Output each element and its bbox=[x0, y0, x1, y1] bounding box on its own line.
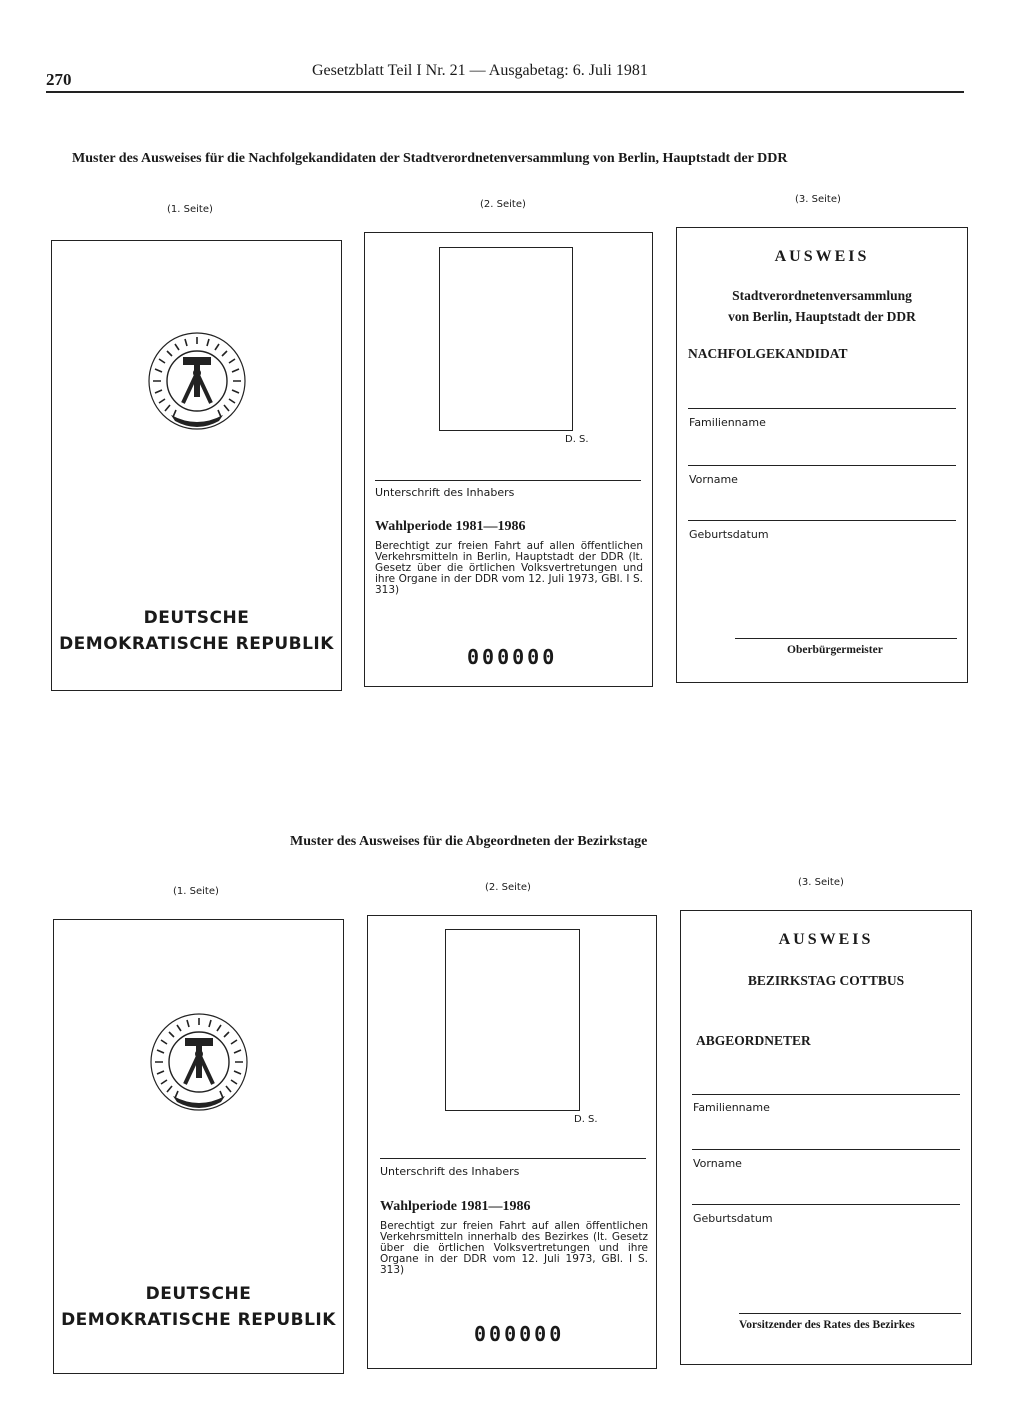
ddr-coat-of-arms-icon bbox=[147, 1010, 251, 1114]
berechtigt-text: Berechtigt zur freien Fahrt auf allen öffentlichen Verkehrsmitteln in Berlin, Hauptstadt der DDR (lt. Gesetz über die örtlichen Volksvertretungen und ihre Organe in der DDR vom 12. Juli 1973, GBl. I S. 313) bbox=[375, 540, 643, 596]
running-head: Gesetzblatt Teil I Nr. 21 — Ausgabetag: 6. Juli 1981 bbox=[312, 62, 648, 79]
familienname-label: Familienname bbox=[693, 1101, 770, 1114]
vorname-line bbox=[692, 1149, 960, 1150]
stamp-label: D. S. bbox=[574, 1114, 598, 1125]
role-label: ABGEORDNETER bbox=[696, 1033, 811, 1048]
wahlperiode: Wahlperiode 1981—1986 bbox=[380, 1199, 531, 1214]
page-number: 270 bbox=[46, 70, 72, 89]
vorname-line bbox=[688, 465, 956, 466]
section2-page1-label: (1. Seite) bbox=[173, 886, 219, 897]
geburtsdatum-label: Geburtsdatum bbox=[689, 528, 769, 541]
card-number: 000000 bbox=[474, 1322, 565, 1346]
berechtigt-text: Berechtigt zur freien Fahrt auf allen öffentlichen Verkehrsmitteln innerhalb des Bezirkes (lt. Gesetz über die örtlichen Volksvertretungen und ihre Organe in der DDR vom 12. Juli 1973, GBl. I S. 313) bbox=[380, 1220, 648, 1276]
familienname-label: Familienname bbox=[689, 416, 766, 429]
cover-line-1: DEUTSCHE bbox=[145, 1284, 252, 1304]
cover-line-1: DEUTSCHE bbox=[143, 608, 250, 628]
vorname-label: Vorname bbox=[689, 473, 738, 486]
stamp-label: D. S. bbox=[565, 434, 589, 445]
familienname-line bbox=[692, 1094, 960, 1095]
body-line-1: Stadtverordnetenversammlung bbox=[732, 288, 912, 303]
section2-cover-card bbox=[53, 919, 344, 1374]
wahlperiode: Wahlperiode 1981—1986 bbox=[375, 519, 526, 534]
section1-form-card bbox=[676, 227, 968, 683]
signer-line bbox=[739, 1313, 961, 1314]
section1-page1-label: (1. Seite) bbox=[167, 204, 213, 215]
cover-line-2: DEMOKRATISCHE REPUBLIK bbox=[59, 634, 334, 654]
header-rule bbox=[46, 91, 964, 93]
section1-page3-label: (3. Seite) bbox=[795, 194, 841, 205]
geburtsdatum-line bbox=[688, 520, 956, 521]
section1-cover-card bbox=[51, 240, 342, 691]
signature-line bbox=[375, 480, 641, 481]
signature-line bbox=[380, 1158, 646, 1159]
ausweis-heading: AUSWEIS bbox=[778, 931, 874, 948]
section2-page3-label: (3. Seite) bbox=[798, 877, 844, 888]
signature-label: Unterschrift des Inhabers bbox=[375, 486, 515, 499]
section2-page2-label: (2. Seite) bbox=[485, 882, 531, 893]
section1-title: Muster des Ausweises für die Nachfolgekandidaten der Stadtverordnetenversammlung von Berlin, Hauptstadt der DDR bbox=[72, 151, 788, 166]
geburtsdatum-line bbox=[692, 1204, 960, 1205]
role-label: NACHFOLGEKANDIDAT bbox=[688, 346, 848, 361]
photo-box bbox=[445, 929, 580, 1111]
signer-label: Oberbürgermeister bbox=[787, 644, 883, 656]
section2-form-card bbox=[680, 910, 972, 1365]
cover-line-2: DEMOKRATISCHE REPUBLIK bbox=[61, 1310, 336, 1330]
body-line-1: BEZIRKSTAG COTTBUS bbox=[747, 973, 905, 988]
ausweis-heading: AUSWEIS bbox=[774, 248, 870, 265]
ddr-coat-of-arms-icon bbox=[145, 329, 249, 433]
card-number: 000000 bbox=[467, 645, 558, 669]
vorname-label: Vorname bbox=[693, 1157, 742, 1170]
section1-inner-card bbox=[364, 232, 653, 687]
geburtsdatum-label: Geburtsdatum bbox=[693, 1212, 773, 1225]
section1-page2-label: (2. Seite) bbox=[480, 199, 526, 210]
signature-label: Unterschrift des Inhabers bbox=[380, 1165, 520, 1178]
body-line-2: von Berlin, Hauptstadt der DDR bbox=[728, 309, 916, 324]
familienname-line bbox=[688, 408, 956, 409]
photo-box bbox=[439, 247, 573, 431]
signer-line bbox=[735, 638, 957, 639]
section2-title: Muster des Ausweises für die Abgeordneten der Bezirkstage bbox=[290, 834, 648, 849]
section2-inner-card bbox=[367, 915, 657, 1369]
signer-label: Vorsitzender des Rates des Bezirkes bbox=[739, 1319, 915, 1331]
